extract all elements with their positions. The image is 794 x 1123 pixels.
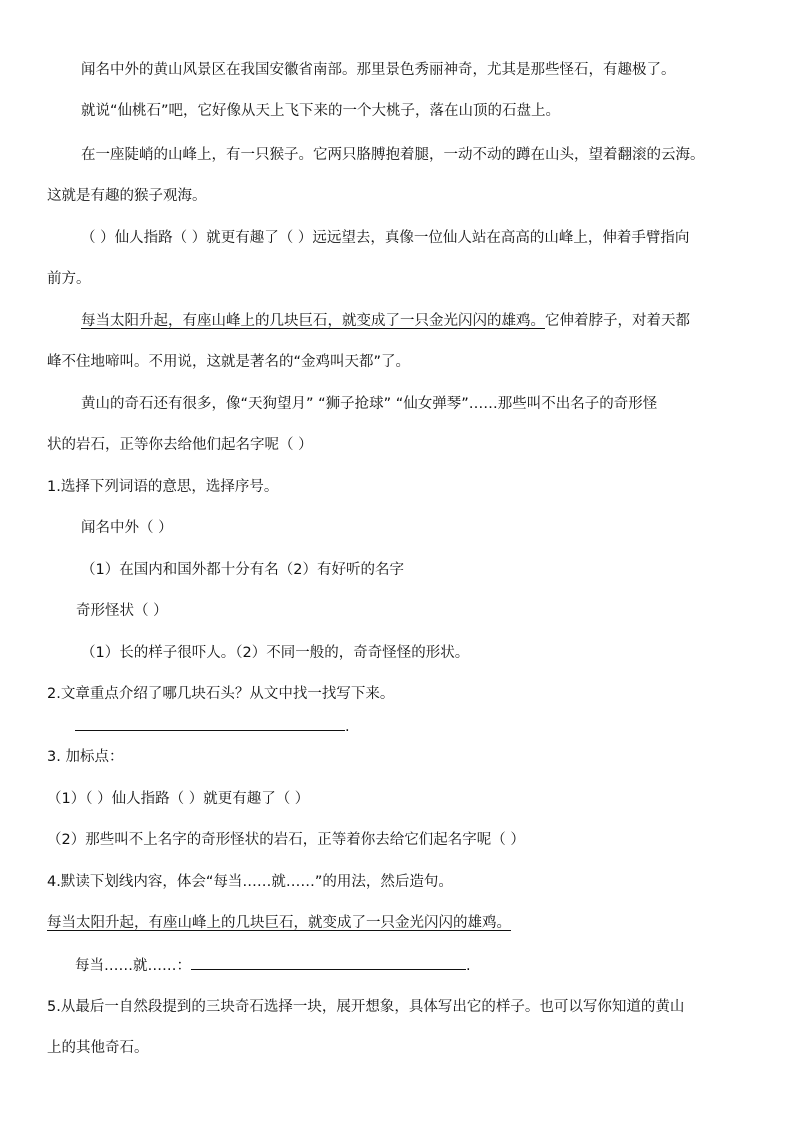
paragraph-3-line-1: 在一座陡峭的山峰上，有一只猴子。它两只胳膊抱着腿，一动不动的蹲在山头，望着翻滚的云海。	[81, 147, 705, 163]
paragraph-3-line-2: 这就是有趣的猴子观海。	[47, 188, 207, 204]
question-4-sentence	[47, 913, 511, 933]
paragraph-5-line-1	[81, 311, 690, 331]
underlined-sentence-copy: 每当太阳升起，有座山峰上的几块巨石，就变成了一只金光闪闪的雄鸡。	[47, 915, 511, 931]
paragraph-5-line-2: 峰不住地啼叫。不用说，这就是著名的“金鸡叫天都”了。	[47, 354, 411, 370]
question-1-word-2: 奇形怪状（ ）	[76, 603, 168, 619]
question-3-item-2: （2）那些叫不上名字的奇形怪状的岩石，正等着你去给它们起名字呢（ ）	[47, 832, 525, 848]
answer-blank[interactable]	[191, 955, 466, 970]
paragraph-1: 闻名中外的黄山风景区在我国安徽省南部。那里景色秀丽神奇，尤其是那些怪石，有趣极了。	[81, 62, 676, 78]
answer-blank[interactable]	[75, 716, 345, 731]
question-5-line-2: 上的其他奇石。	[47, 1040, 149, 1056]
question-1-title: 1.选择下列词语的意思，选择序号。	[47, 479, 279, 495]
question-1-options-1: （1）在国内和国外都十分有名（2）有好听的名字	[81, 562, 404, 578]
paragraph-5-rest: 它伸着脖子，对着天都	[545, 313, 690, 329]
answer-period: .	[466, 958, 471, 974]
question-3-title: 3. 加标点：	[47, 749, 124, 765]
question-2-title: 2.文章重点介绍了哪几块石头？从文中找一找写下来。	[47, 686, 395, 702]
underlined-sentence: 每当太阳升起，有座山峰上的几块巨石，就变成了一只金光闪闪的雄鸡。	[81, 313, 545, 329]
paragraph-4-line-1: （ ）仙人指路（ ）就更有趣了（ ）远远望去，真像一位仙人站在高高的山峰上，伸着手臂指向	[81, 230, 690, 246]
answer-period: .	[345, 719, 350, 735]
question-2-answer-line[interactable]	[75, 716, 350, 737]
question-4-answer-line[interactable]	[75, 955, 471, 976]
paragraph-2: 就说“仙桃石”吧，它好像从天上飞下来的一个大桃子，落在山顶的石盘上。	[81, 103, 561, 119]
question-1-word-1: 闻名中外（ ）	[81, 520, 173, 536]
paragraph-6-line-1: 黄山的奇石还有很多，像“天狗望月” “狮子抢球” “仙女弹琴”……那些叫不出名子的奇形怪	[81, 396, 658, 412]
question-1-options-2: （1）长的样子很吓人。（2）不同一般的，奇奇怪怪的形状。	[81, 645, 470, 661]
question-5-line-1: 5.从最后一自然段提到的三块奇石选择一块，展开想象，具体写出它的样子。也可以写你知道的黄山	[47, 999, 685, 1015]
paragraph-4-line-2: 前方。	[47, 271, 91, 287]
paragraph-6-line-2: 状的岩石，正等你去给他们起名字呢（ ）	[47, 437, 313, 453]
question-4-title: 4.默读下划线内容，体会“每当……就……”的用法，然后造句。	[47, 874, 453, 890]
question-4-prompt: 每当……就……：	[75, 958, 191, 974]
question-3-item-1: （1）（ ）仙人指路（ ）就更有趣了（ ）	[47, 791, 310, 807]
